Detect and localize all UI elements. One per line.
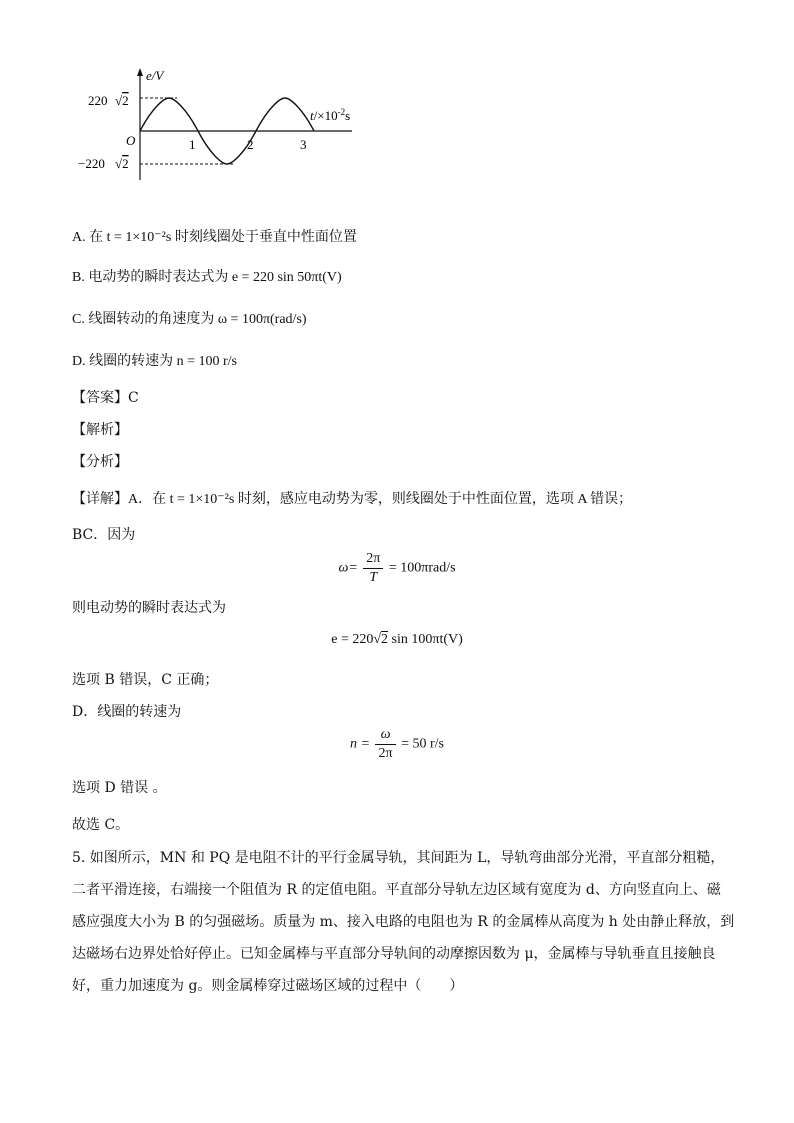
y-axis-arrow xyxy=(137,68,143,76)
origin-label: O xyxy=(126,133,136,148)
eq2-lhs: e = 220 xyxy=(331,632,374,647)
y-min-label: −220 xyxy=(78,156,105,171)
answer-tag: 【答案】 xyxy=(72,390,128,406)
option-b: B. 电动势的瞬时表达式为 e = 220 sin 50πt(V) xyxy=(72,270,342,285)
eq3-numerator: ω xyxy=(375,726,395,745)
eq3-denominator: 2π xyxy=(378,746,393,761)
q5-line-4: 达磁场右边界处恰好停止。已知金属棒与平直部分导轨间的动摩擦因数为 μ，金属棒与导轨垂直且接触良 xyxy=(72,946,716,962)
eq1-numerator: 2π xyxy=(363,550,383,569)
x-axis-label: $t/\times 10^{-2}s$ xyxy=(310,107,351,123)
q5-line-3: 感应强度大小为 B 的匀强磁场。质量为 m、接入电路的电阻也为 R 的金属棒从高度为 h 处由静止释放，到 xyxy=(72,914,735,930)
detail-a-line: 【详解】A．在 t = 1×10⁻²s 时刻，感应电动势为零，则线圈处于中性面位置，选项 A 错误； xyxy=(72,492,633,507)
eq3-lhs: n = xyxy=(350,736,370,752)
d-line: D．线圈的转速为 xyxy=(72,704,182,720)
y-min-root: √2 xyxy=(115,156,129,171)
y-max-root: √2 xyxy=(115,93,129,108)
eq2-rhs: sin 100πt(V) xyxy=(391,632,463,647)
eq1-lhs: ω= xyxy=(338,560,358,576)
eq3-rhs: = 50 r/s xyxy=(401,736,444,752)
equation-emf xyxy=(0,632,794,648)
eq3-fraction xyxy=(375,726,395,763)
eq2-root: 2 xyxy=(381,632,389,647)
eq1-rhs: = 100πrad/s xyxy=(388,560,456,576)
option-a: A. 在 t = 1×10⁻²s 时刻线圈处于垂直中性面位置 xyxy=(72,230,357,245)
tick-label-3: 3 xyxy=(300,137,307,152)
then-line: 则电动势的瞬时表达式为 xyxy=(72,600,226,616)
equation-n xyxy=(0,726,794,763)
jiexi-heading: 【解析】 xyxy=(72,422,128,438)
option-c: C. 线圈转动的角速度为 ω = 100π(rad/s) xyxy=(72,312,307,327)
q5-line-1: 5. 如图所示，MN 和 PQ 是电阻不计的平行金属导轨，其间距为 L，导轨弯曲部分光滑，平直部分粗糙， xyxy=(72,850,725,866)
option-d: D. 线圈的转速为 n = 100 r/s xyxy=(72,354,238,369)
eq2-root-sign: √ xyxy=(373,632,382,647)
answer-value: C xyxy=(128,390,139,406)
eq1-fraction xyxy=(363,550,383,587)
y-axis-label: e/V xyxy=(146,68,164,83)
d-wrong-line: 选项 D 错误 。 xyxy=(72,780,167,796)
y-max-label: 220 xyxy=(88,93,108,108)
choose-line: 故选 C。 xyxy=(72,817,130,833)
answer-line xyxy=(72,388,139,408)
fenxi-heading: 【分析】 xyxy=(72,454,128,470)
eq1-denominator: T xyxy=(369,570,378,585)
q5-line-5: 好，重力加速度为 g。则金属棒穿过磁场区域的过程中（ ） xyxy=(72,978,464,994)
emf-time-graph xyxy=(72,68,372,188)
equation-omega xyxy=(0,550,794,587)
tick-label-1: 1 xyxy=(189,137,196,152)
tick-label-2: 2 xyxy=(247,137,254,152)
b-wrong-line: 选项 B 错误，C 正确； xyxy=(72,672,219,688)
q5-line-2: 二者平滑连接，右端接一个阻值为 R 的定值电阻。平直部分导轨左边区域有宽度为 d、方向竖直向上、磁 xyxy=(72,882,721,898)
bc-line: BC．因为 xyxy=(72,527,136,543)
